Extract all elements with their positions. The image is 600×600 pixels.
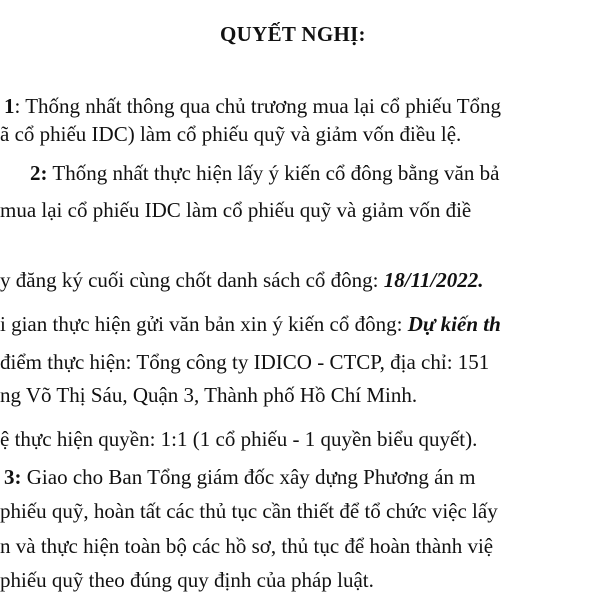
article-2-line-2: mua lại cổ phiếu IDC làm cổ phiếu quỹ và giảm vốn điề (0, 198, 472, 222)
article-3-line-3: n và thực hiện toàn bộ các hồ sơ, thủ tục để hoàn thành việ (0, 534, 494, 558)
article-2-line-1 (30, 160, 499, 186)
article-1-line-1 (4, 93, 501, 119)
article-1-text: : Thống nhất thông qua chủ trương mua lại cổ phiếu Tổng (14, 94, 502, 118)
execution-time-label: i gian thực hiện gửi văn bản xin ý kiến cổ đông: (0, 312, 408, 336)
record-date-line (0, 267, 484, 293)
article-2-text: Thống nhất thực hiện lấy ý kiến cổ đông bằng văn bả (47, 161, 500, 185)
exercise-ratio-line: ệ thực hiện quyền: 1:1 (1 cổ phiếu - 1 quyền biểu quyết). (0, 427, 478, 451)
execution-time-line (0, 311, 501, 337)
location-line-1: điểm thực hiện: Tổng công ty IDICO - CTCP, địa chỉ: 151 (0, 350, 490, 374)
article-1-line-2: ã cổ phiếu IDC) làm cổ phiếu quỹ và giảm vốn điều lệ. (0, 122, 462, 146)
article-3-line-1 (4, 464, 476, 490)
record-date-label: y đăng ký cuối cùng chốt danh sách cổ đông: (0, 268, 384, 292)
article-3-line-2: phiếu quỹ, hoàn tất các thủ tục cần thiết để tổ chức việc lấy (0, 499, 498, 523)
resolution-heading: QUYẾT NGHỊ: (220, 22, 366, 46)
article-3-label: 3: (4, 465, 22, 489)
record-date-value: 18/11/2022. (383, 268, 484, 292)
article-3-line-4: phiếu quỹ theo đúng quy định của pháp luật. (0, 568, 374, 592)
execution-time-value: Dự kiến th (407, 312, 501, 336)
article-2-label: 2: (30, 161, 48, 185)
article-1-label: 1 (4, 94, 15, 118)
article-3-text: Giao cho Ban Tổng giám đốc xây dựng Phương án m (21, 465, 476, 489)
location-line-2: ng Võ Thị Sáu, Quận 3, Thành phố Hồ Chí Minh. (0, 383, 418, 407)
